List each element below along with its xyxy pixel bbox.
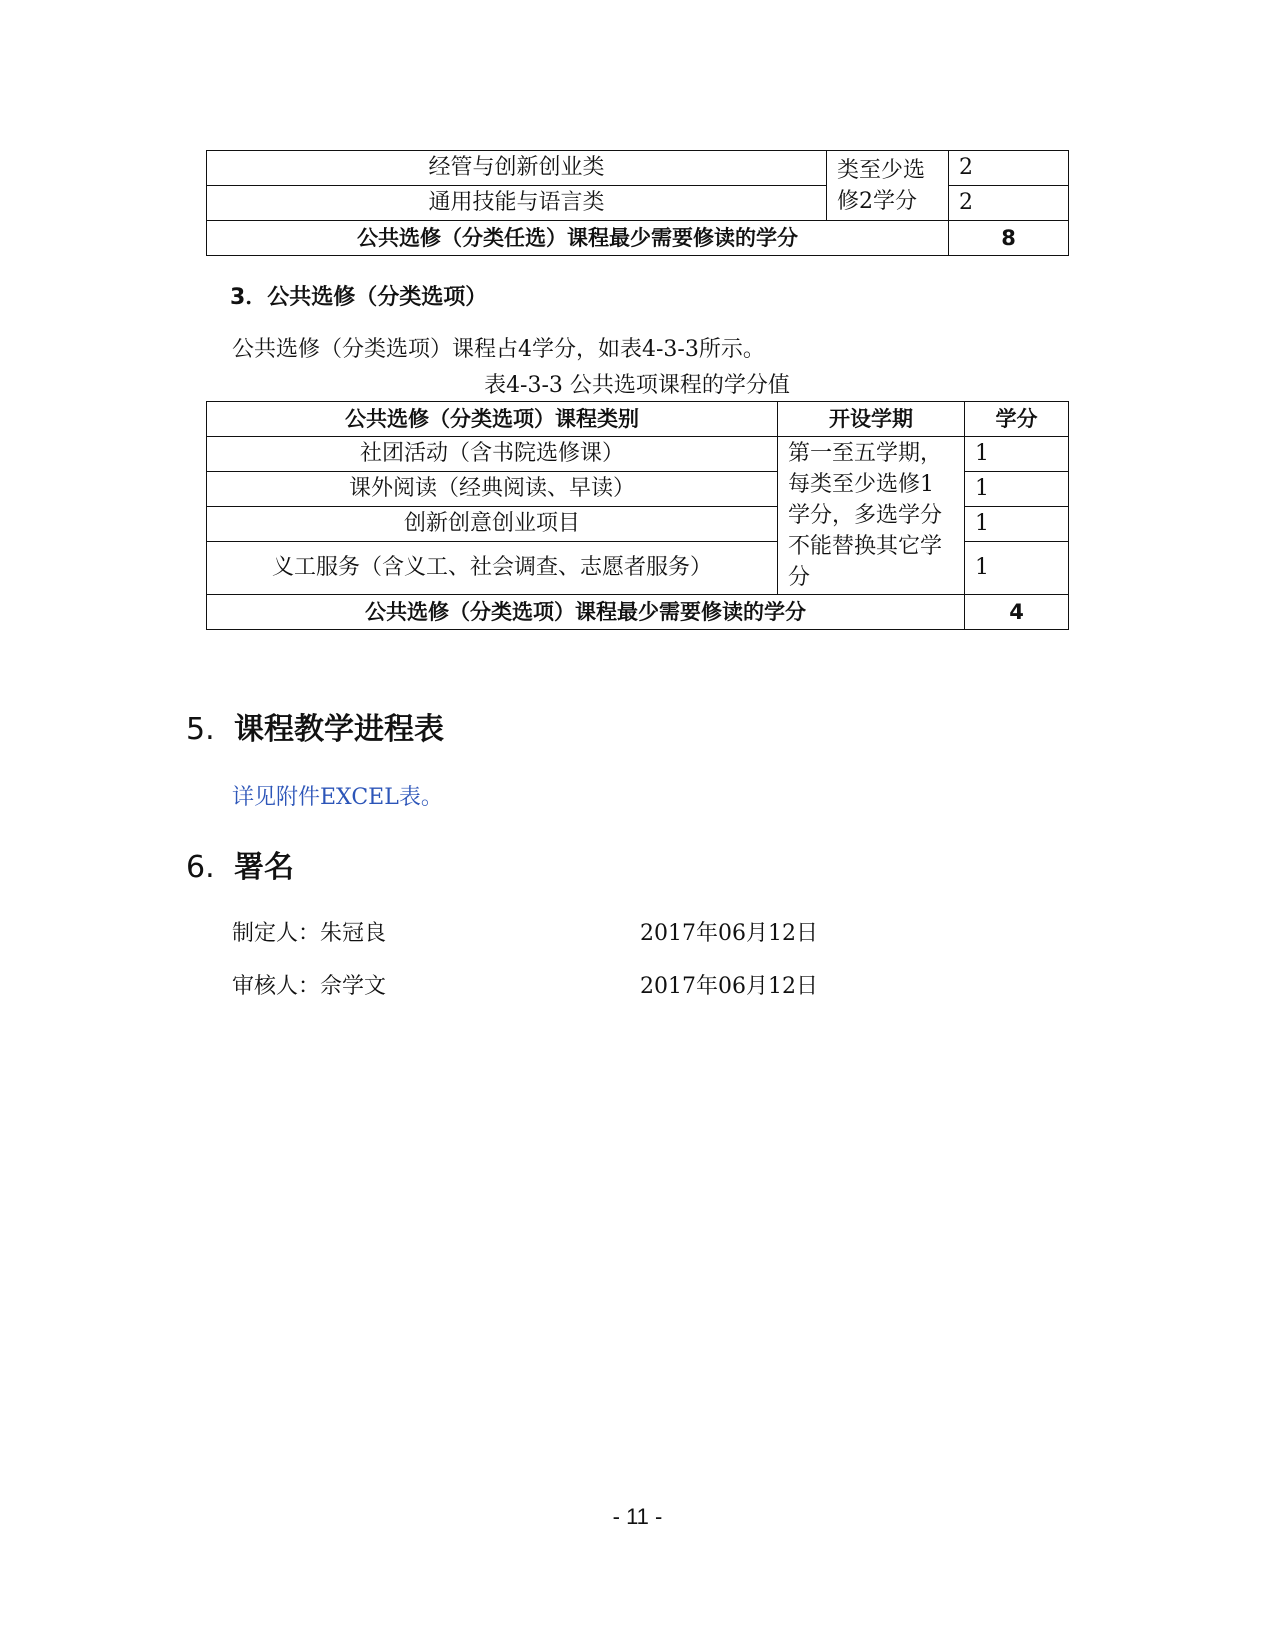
- section-title: 课程教学进程表: [234, 712, 444, 747]
- table-total-row: [207, 595, 1069, 630]
- table-cell-category: 创新创意创业项目: [207, 507, 778, 542]
- table-cell-category: 通用技能与语言类: [207, 186, 827, 221]
- page-number: - 11 -: [612, 1504, 663, 1529]
- table-total-label: 公共选修（分类任选）课程最少需要修读的学分: [207, 221, 949, 256]
- table-header-row: [207, 402, 1069, 437]
- section-heading-schedule: [186, 704, 444, 748]
- table-row: [207, 437, 1069, 472]
- table-total-label: 公共选修（分类选项）课程最少需要修读的学分: [207, 595, 965, 630]
- subsection-heading: 3．公共选修（分类选项）: [230, 285, 488, 310]
- table-total-row: [207, 221, 1069, 256]
- table-header-category: 公共选修（分类选项）课程类别: [207, 402, 778, 437]
- elective-table-continued: [206, 150, 1069, 256]
- signature-author-date: 2017年06月12日: [640, 921, 818, 946]
- table-total-value: 4: [965, 595, 1069, 630]
- table-cell-credit: 1: [965, 507, 1069, 542]
- table-cell-term-note: 第一至五学期，每类至少选修1学分，多选学分不能替换其它学分: [778, 437, 965, 595]
- table-cell-credit: 1: [965, 437, 1069, 472]
- table-cell-note: 类至少选修2学分: [827, 151, 949, 221]
- section-number: 5.: [186, 712, 215, 747]
- body-paragraph: 公共选修（分类选项）课程占4学分，如表4-3-3所示。: [232, 337, 765, 362]
- table-cell-credit: 2: [949, 186, 1069, 221]
- table-total-value: 8: [949, 221, 1069, 256]
- table-cell-category: 社团活动（含书院选修课）: [207, 437, 778, 472]
- table-cell-credit: 2: [949, 151, 1069, 186]
- table-cell-credit: 1: [965, 542, 1069, 595]
- signature-reviewer-date: 2017年06月12日: [640, 974, 818, 999]
- table-cell-category: 义工服务（含义工、社会调查、志愿者服务）: [207, 542, 778, 595]
- table-header-term: 开设学期: [778, 402, 965, 437]
- elective-credit-table: [206, 401, 1069, 630]
- table-cell-category: 课外阅读（经典阅读、早读）: [207, 472, 778, 507]
- table-row: [207, 151, 1069, 186]
- table-caption: 表4-3-3 公共选项课程的学分值: [484, 373, 790, 398]
- table-cell-credit: 1: [965, 472, 1069, 507]
- section-heading-signature: [186, 842, 294, 886]
- section-title: 署名: [234, 850, 294, 885]
- excel-attachment-link[interactable]: 详见附件EXCEL表。: [232, 785, 443, 810]
- table-cell-category: 经管与创新创业类: [207, 151, 827, 186]
- section-number: 6.: [186, 850, 215, 885]
- signature-reviewer: 审核人：佘学文: [232, 974, 387, 999]
- signature-author: 制定人：朱冠良: [232, 921, 387, 946]
- table-header-credit: 学分: [965, 402, 1069, 437]
